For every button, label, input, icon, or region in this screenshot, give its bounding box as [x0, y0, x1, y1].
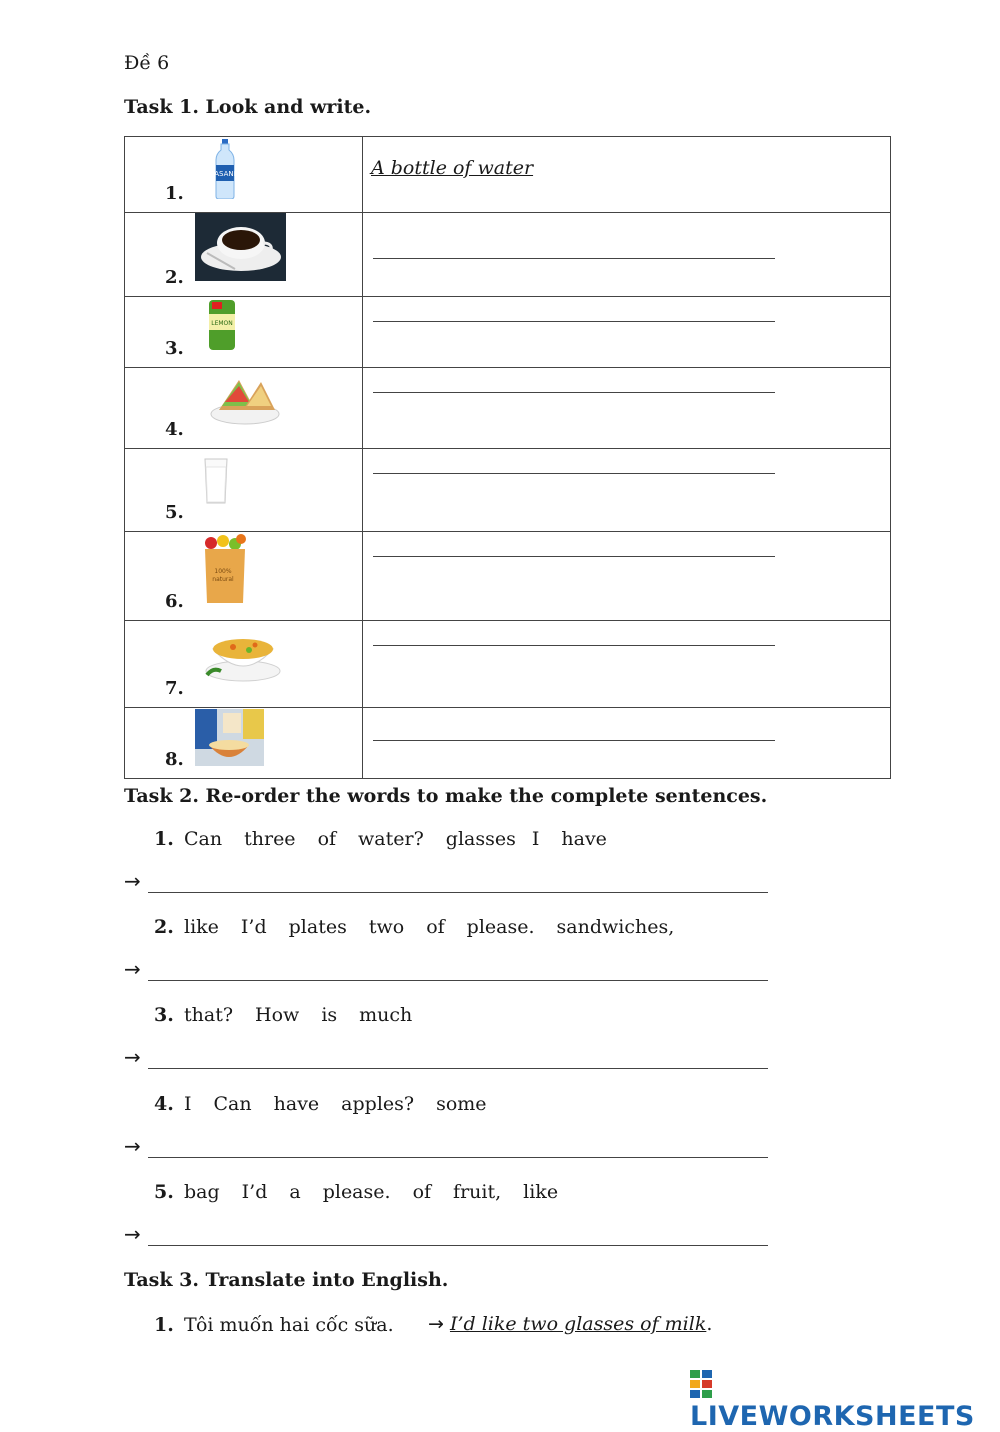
sandwich-icon [209, 370, 281, 426]
task2-heading: Task 2. Re-order the words to make the complete sentences. [124, 785, 768, 807]
arrow-icon: → [124, 1045, 141, 1069]
example-answer: A bottle of water [371, 157, 534, 179]
table-row [125, 137, 891, 213]
coffee-cup-icon [195, 213, 286, 281]
answer-line[interactable] [373, 645, 775, 646]
arrow-icon: → [124, 957, 141, 981]
arrow-icon: → [124, 1134, 141, 1158]
row-number: 8. [165, 749, 184, 770]
answer-line[interactable] [373, 321, 775, 322]
answer-line[interactable] [148, 1139, 768, 1158]
arrow-icon: → [428, 1313, 444, 1335]
logo-badge-icon [690, 1370, 712, 1398]
table-row [125, 368, 891, 449]
soup-bowl-icon [203, 625, 283, 685]
row-number: 5. [165, 502, 184, 523]
worksheet-title: Đề 6 [124, 52, 170, 74]
table-row [125, 297, 891, 368]
answer-line[interactable] [373, 473, 775, 474]
water-bottle-icon [213, 139, 237, 199]
translate-answer: → I’d like two glasses of milk. [428, 1313, 713, 1335]
answer-line[interactable] [373, 258, 775, 259]
fruit-bag-icon [201, 533, 249, 605]
brand-text: LIVEWORKSHEETS [690, 1401, 975, 1432]
table-row [125, 532, 891, 621]
table-row [125, 449, 891, 532]
reorder-item: 5. bag I’d a please. of fruit, like [154, 1181, 559, 1203]
look-and-write-table [124, 136, 891, 779]
liveworksheets-logo[interactable] [690, 1370, 1000, 1432]
answer-line[interactable] [148, 1227, 768, 1246]
row-number: 6. [165, 591, 184, 612]
vietnamese-prompt: Tôi muốn hai cốc sữa. [184, 1314, 394, 1336]
answer-line[interactable] [148, 1050, 768, 1069]
reorder-item: 2. like I’d plates two of please. sandwiches, [154, 916, 675, 938]
answer-line[interactable] [373, 392, 775, 393]
answer-line[interactable] [148, 962, 768, 981]
table-row [125, 213, 891, 297]
task1-heading: Task 1. Look and write. [124, 96, 372, 118]
answer-line[interactable] [373, 740, 775, 741]
row-number: 3. [165, 338, 184, 359]
reorder-item: 1. Can three of water? glasses I have [154, 828, 607, 850]
arrow-icon: → [124, 1222, 141, 1246]
row-number: 2. [165, 267, 184, 288]
svg-text:ASANI: ASANI [214, 170, 236, 178]
table-row [125, 708, 891, 779]
svg-text:LEMON: LEMON [211, 320, 233, 327]
milk-glass-icon [203, 457, 229, 507]
row-number: 4. [165, 419, 184, 440]
reorder-item: 4. I Can have apples? some [154, 1093, 487, 1115]
svg-text:natural: natural [212, 576, 234, 583]
arrow-icon: → [124, 869, 141, 893]
svg-text:100%: 100% [214, 568, 232, 575]
example-answer: I’d like two glasses of milk [449, 1313, 707, 1335]
answer-line[interactable] [148, 874, 768, 893]
table-row [125, 621, 891, 708]
task3-heading: Task 3. Translate into English. [124, 1269, 449, 1291]
row-number: 7. [165, 678, 184, 699]
reorder-item: 3. that? How is much [154, 1004, 413, 1026]
translate-item: 1. Tôi muốn hai cốc sữa. [154, 1314, 394, 1336]
answer-line[interactable] [373, 556, 775, 557]
row-number: 1. [165, 183, 184, 204]
lemonade-can-icon [207, 298, 237, 352]
cereal-icon [195, 709, 264, 766]
